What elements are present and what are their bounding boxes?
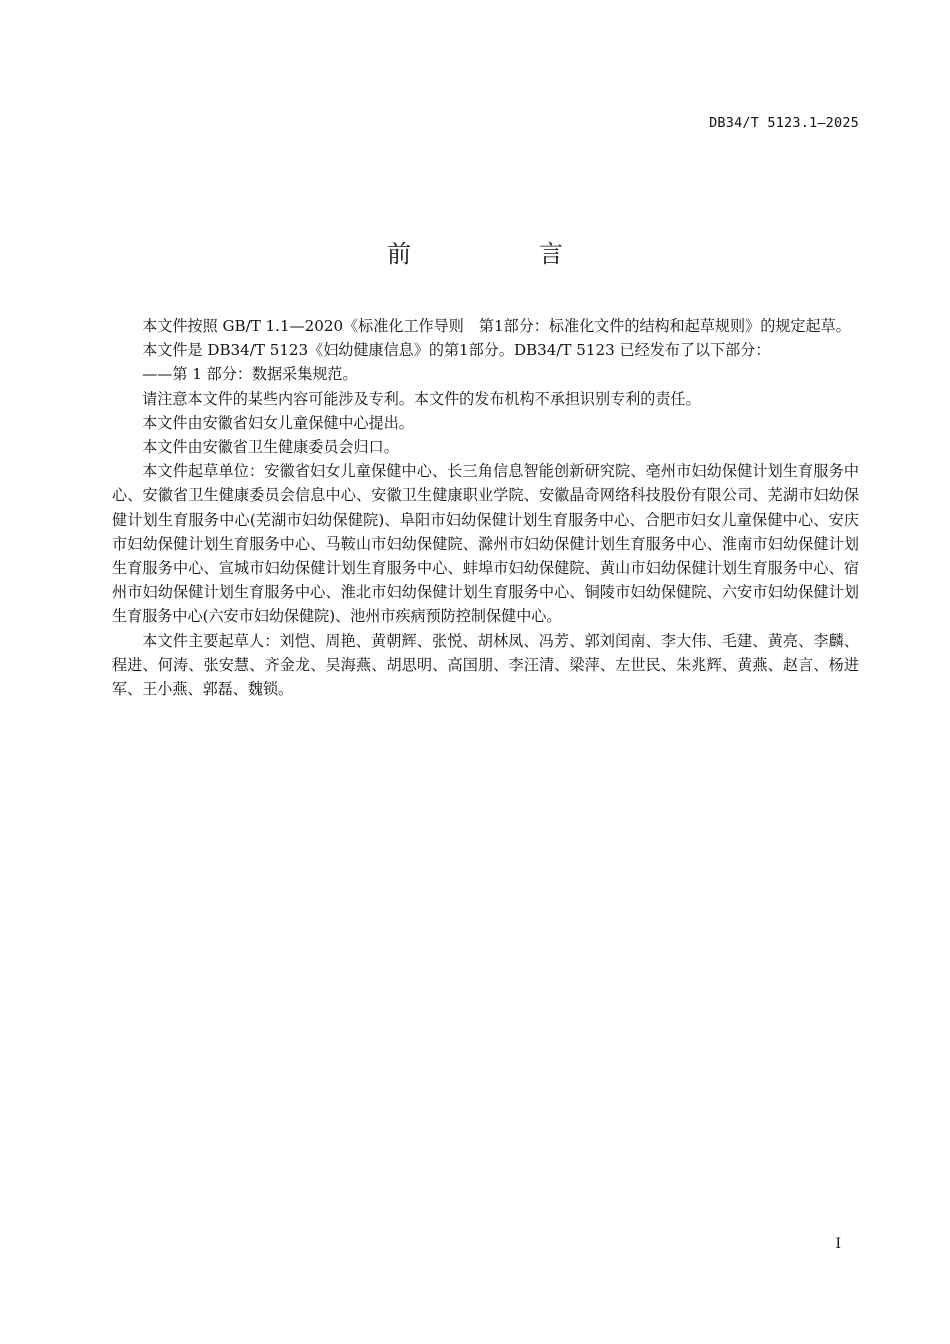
page-title: 前 言 [387,240,615,268]
paragraph-drafters: 本文件主要起草人：刘恺、周艳、黄朝辉、张悦、胡林凤、冯芳、郭刘闰南、李大伟、毛建、黄亮、李麟、程进、何涛、张安慧、齐金龙、吴海燕、胡思明、高国朋、李汪清、梁萍、左世民、朱兆辉、黄燕、赵言、杨进军、王小燕、郭磊、魏锁。 [112,631,859,699]
paragraph-document-part: 本文件是 DB34/T 5123《妇幼健康信息》的第1部分。DB34/T 5123 已经发布了以下部分： [142,341,771,360]
standard-code: DB34/T 5123.1—2025 [709,115,859,131]
paragraph-drafting-basis: 本文件按照 GB/T 1.1—2020《标准化工作导则 第1部分：标准化文件的结构和起草规则》的规定起草。 [142,317,851,335]
page-number: I [835,1236,841,1252]
paragraph-part-list-item: ——第 1 部分：数据采集规范。 [142,365,358,384]
paragraph-drafting-units: 本文件起草单位：安徽省妇女儿童保健中心、长三角信息智能创新研究院、亳州市妇幼保健计划生育服务中心、安徽省卫生健康委员会信息中心、安徽卫生健康职业学院、安徽晶奇网络科技股份有限公司、芜湖市妇幼保健计划生育服务中心(芜湖市妇幼保健院)、阜阳市妇幼保健计划生育服务中心、合肥市妇女儿童保健中心、安庆市妇幼保健计划生育服务中心、马鞍山市妇幼保健院、滁州市妇幼保健计划生育服务中心、淮南市妇幼保健计划生育服务中心、宣城市妇幼保健计划生育服务中心、蚌埠市妇幼保健院、黄山市妇幼保健计划生育服务中心、宿州市妇幼保健计划生育服务中心、淮北市妇幼保健计划生育服务中心、铜陵市妇幼保健院、六安市妇幼保健计划生育服务中心(六安市妇幼保健院)、池州市疾病预防控制保健中心。 [112,462,859,626]
paragraph-proposer: 本文件由安徽省妇女儿童保健中心提出。 [142,413,414,432]
paragraph-patent-notice: 请注意本文件的某些内容可能涉及专利。本文件的发布机构不承担识别专利的责任。 [142,389,701,408]
paragraph-administrator: 本文件由安徽省卫生健康委员会归口。 [142,438,399,457]
preface-body [112,314,859,701]
